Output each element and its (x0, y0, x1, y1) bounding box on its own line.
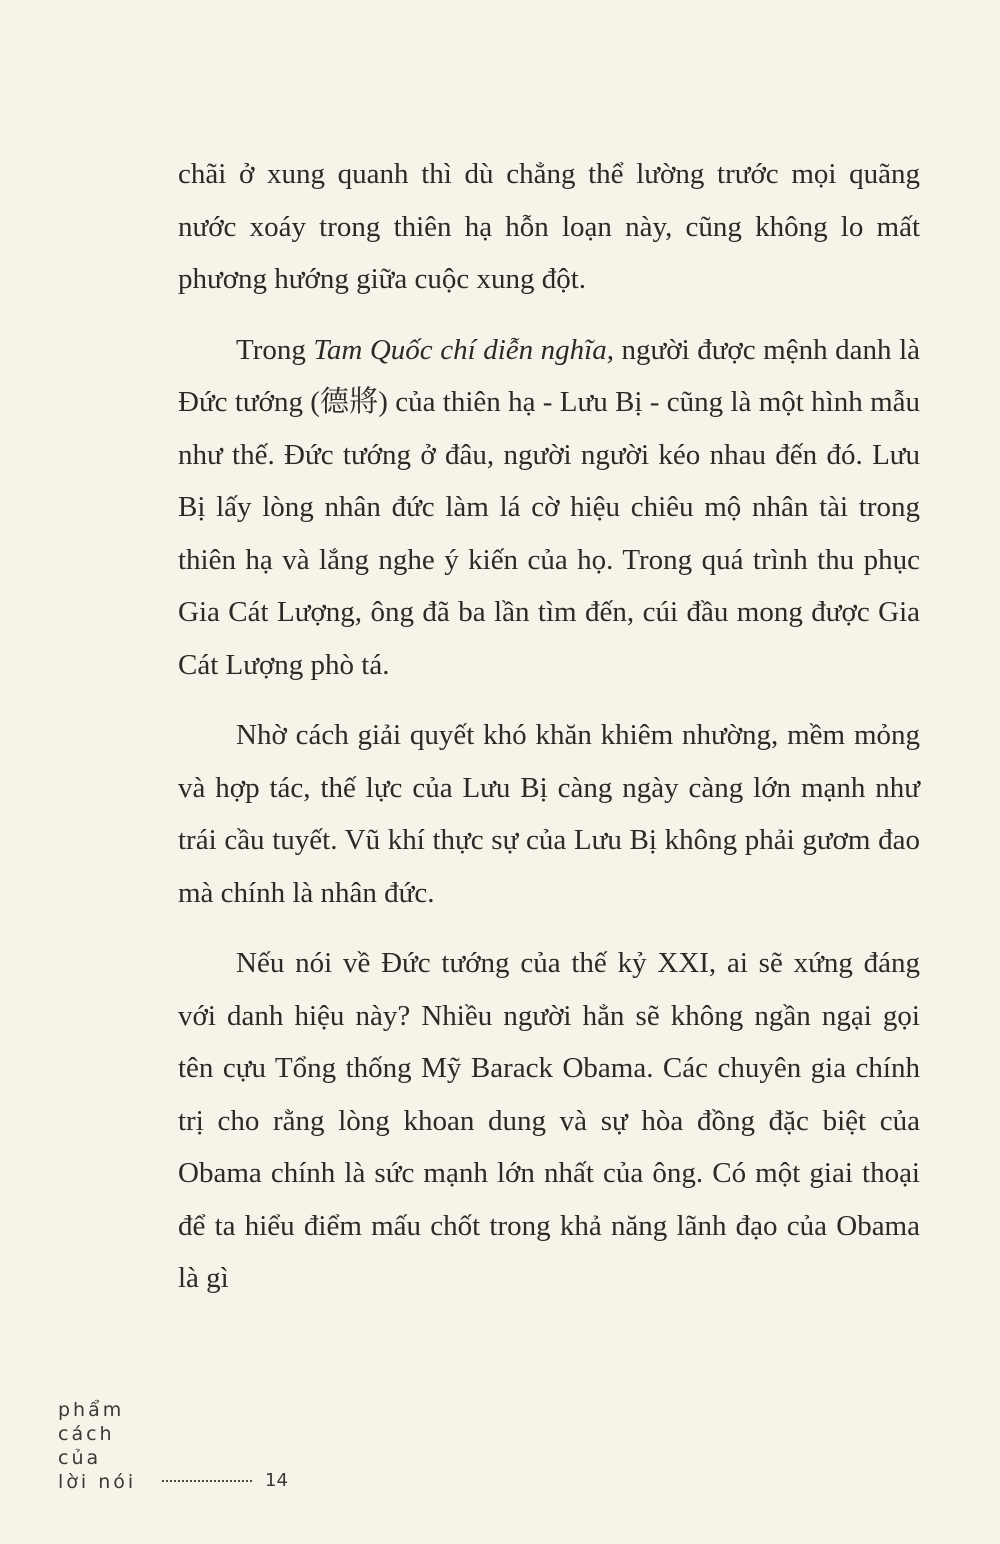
book-title-line-3: của (58, 1447, 102, 1469)
book-title-line-1: phẩm (58, 1399, 125, 1421)
book-title-line-4: lời nói (58, 1471, 137, 1493)
paragraph-4 (178, 937, 920, 1305)
book-title-italic: Tam Quốc chí diễn nghĩa, (313, 333, 614, 366)
paragraph-3-text: Nhờ cách giải quyết khó khăn khiêm nhường, mềm mỏng và hợp tác, thế lực của Lưu Bị càng ngày càng lớn mạnh như trái cầu tuyết. Vũ khí thực sự của Lưu Bị không phải gươm đao mà chính là nhân đức. (178, 719, 920, 909)
paragraph-2-text: người được mệnh danh là Đức tướng (德將) của thiên hạ - Lưu Bị - cũng là một hình mẫu như thế. Đức tướng ở đâu, người người kéo nhau đến đó. Lưu Bị lấy lòng nhân đức làm lá cờ hiệu chiêu mộ nhân tài trong thiên hạ và lắng nghe ý kiến của họ. Trong quá trình thu phục Gia Cát Lượng, ông đã ba lần tìm đến, cúi đầu mong được Gia Cát Lượng phò tá. (178, 333, 921, 681)
paragraph-2 (178, 324, 920, 692)
book-title-line-2: cách (58, 1423, 115, 1445)
paragraph-4-text: Nếu nói về Đức tướng của thế kỷ XXI, ai sẽ xứng đáng với danh hiệu này? Nhiều người hẳn sẽ không ngần ngại gọi tên cựu Tổng thống Mỹ Barack Obama. Các chuyên gia chính trị cho rằng lòng khoan dung và sự hòa đồng đặc biệt của Obama chính là sức mạnh lớn nhất của ông. Có một giai thoại để ta hiểu điểm mấu chốt trong khả năng lãnh đạo của Obama là gì (178, 947, 920, 1294)
dotted-leader (162, 1480, 252, 1482)
running-book-title (58, 1398, 136, 1494)
page-number: 14 (265, 1470, 288, 1491)
body-text (178, 148, 920, 1305)
paragraph-3 (178, 709, 920, 919)
paragraph-2-lead: Trong (236, 333, 314, 366)
paragraph-1-text: chãi ở xung quanh thì dù chẳng thể lường trước mọi quãng nước xoáy trong thiên hạ hỗn loạn này, cũng không lo mất phương hướng giữa cuộc xung đột. (178, 158, 920, 295)
page-footer (58, 1398, 358, 1498)
paragraph-1 (178, 148, 920, 306)
